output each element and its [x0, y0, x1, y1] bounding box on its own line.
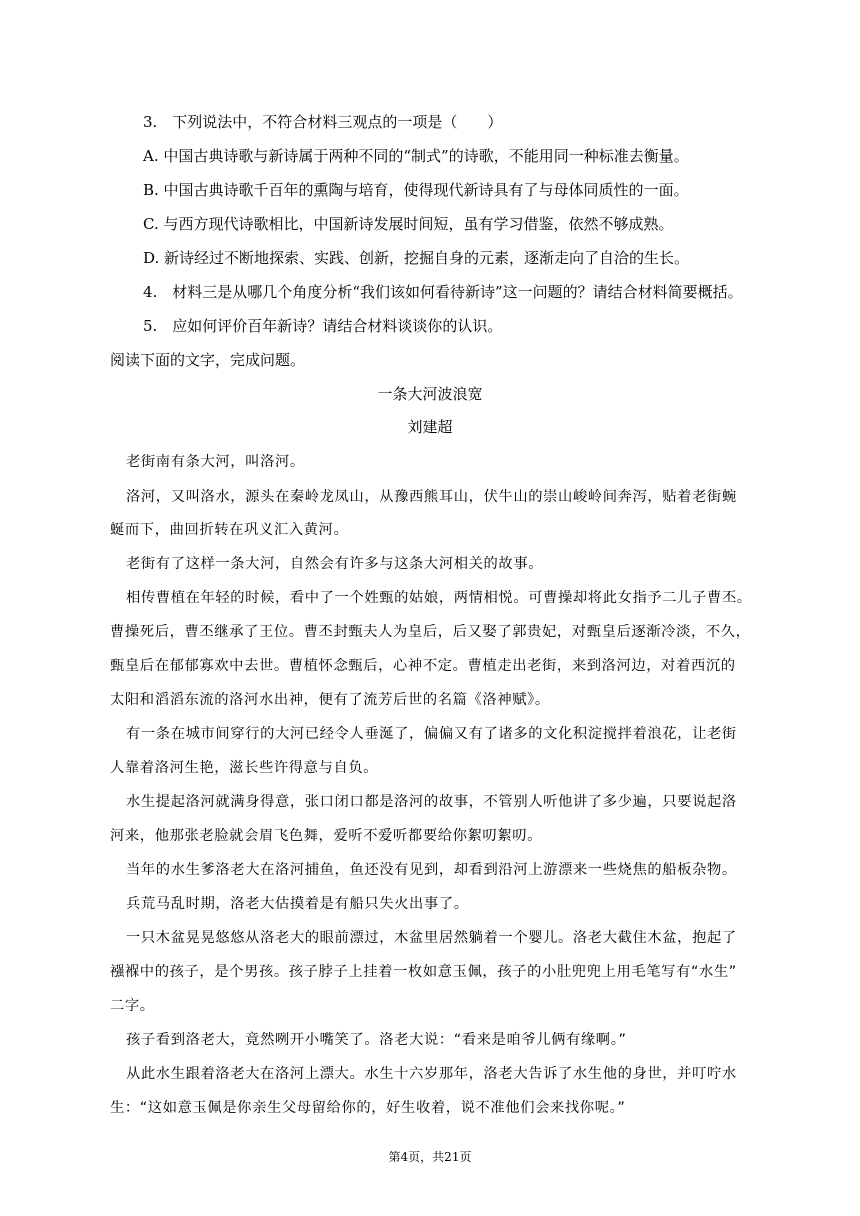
story-line: 河来，他那张老脸就会眉飞色舞，爱听不爱听都要给你絮叨絮叨。 — [110, 828, 543, 844]
question-4: 4. 材料三是从哪几个角度分析“我们该如何看待新诗”这一问题的？请结合材料简要概括。 — [143, 283, 743, 301]
story-line: 孩子看到洛老大，竟然咧开小嘴笑了。洛老大说：“看来是咱爷儿俩有缘啊。” — [126, 1032, 627, 1048]
question-3-option-d: D. 新诗经过不断地探索、实践、创新，挖掘自身的元素，逐渐走向了自洽的生长。 — [143, 249, 690, 267]
question-3-option-a: A. 中国古典诗歌与新诗属于两种不同的“制式”的诗歌，不能用同一种标准去衡量。 — [143, 147, 689, 165]
story-line: 兵荒马乱时期，洛老大估摸着是有船只失火出事了。 — [126, 896, 469, 912]
story-line: 洛河，又叫洛水，源头在秦岭龙凤山，从豫西熊耳山，伏牛山的崇山峻岭间奔泻，贴着老街蜿 — [126, 489, 737, 505]
story-line: 一只木盆晃晃悠悠从洛老大的眼前漂过，木盆里居然躺着一个婴儿。洛老大截住木盆，抱起了 — [126, 930, 737, 946]
story-line: 二字。 — [110, 998, 155, 1014]
story-line: 生：“这如意玉佩是你亲生父母留给你的，好生收着，说不准他们会来找你呢。” — [110, 1100, 626, 1116]
question-3-option-c: C. 与西方现代诗歌相比，中国新诗发展时间短，虽有学习借鉴，依然不够成熟。 — [143, 215, 674, 233]
story-line: 老街南有条大河，叫洛河。 — [126, 454, 305, 470]
story-title: 一条大河波浪宽 — [377, 385, 483, 403]
question-3: 3. 下列说法中，不符合材料三观点的一项是（ ） — [143, 113, 503, 131]
story-line: 老街有了这样一条大河，自然会有许多与这条大河相关的故事。 — [126, 556, 544, 572]
story-line: 曹操死后，曹丕继承了王位。曹丕封甄夫人为皇后，后又娶了郭贵妃，对甄皇后逐渐冷淡，不久， — [110, 624, 751, 640]
story-line: 蜒而下，曲回折转在巩义汇入黄河。 — [110, 522, 349, 538]
story-line: 人靠着洛河生艳，滋长些许得意与自负。 — [110, 760, 379, 776]
story-line: 从此水生跟着洛老大在洛河上漂大。水生十六岁那年，洛老大告诉了水生他的身世，并叮咛水 — [126, 1066, 737, 1082]
reading-intro: 阅读下面的文字，完成问题。 — [110, 351, 306, 369]
story-line: 太阳和滔滔东流的洛河水出神，便有了流芳后世的名篇《洛神赋》。 — [110, 692, 550, 708]
story-line: 有一条在城市间穿行的大河已经令人垂涎了，偏偏又有了诸多的文化积淀搅拌着浪花，让老街 — [126, 726, 737, 742]
story-line: 当年的水生爹洛老大在洛河捕鱼，鱼还没有见到，却看到沿河上游漂来一些烧焦的船板杂物。 — [126, 862, 737, 878]
story-line: 襁褓中的孩子，是个男孩。孩子脖子上挂着一枚如意玉佩，孩子的小肚兜兜上用毛笔写有“水生” — [110, 964, 737, 980]
question-3-option-b: B. 中国古典诗歌千百年的熏陶与培育，使得现代新诗具有了与母体同质性的一面。 — [143, 181, 689, 199]
page-footer: 第4页，共21页 — [388, 1150, 472, 1164]
story-line: 甄皇后在郁郁寡欢中去世。曹植怀念甄后，心神不定。曹植走出老街，来到洛河边，对着西沉的 — [110, 658, 736, 674]
story-author: 刘建超 — [407, 418, 453, 436]
story-line: 相传曹植在年轻的时候，看中了一个姓甄的姑娘，两情相悦。可曹操却将此女指予二儿子曹丕。 — [126, 590, 752, 606]
story-line: 水生提起洛河就满身得意，张口闭口都是洛河的故事，不管别人听他讲了多少遍，只要说起洛 — [126, 794, 737, 810]
question-5: 5. 应如何评价百年新诗？请结合材料谈谈你的认识。 — [143, 317, 503, 335]
